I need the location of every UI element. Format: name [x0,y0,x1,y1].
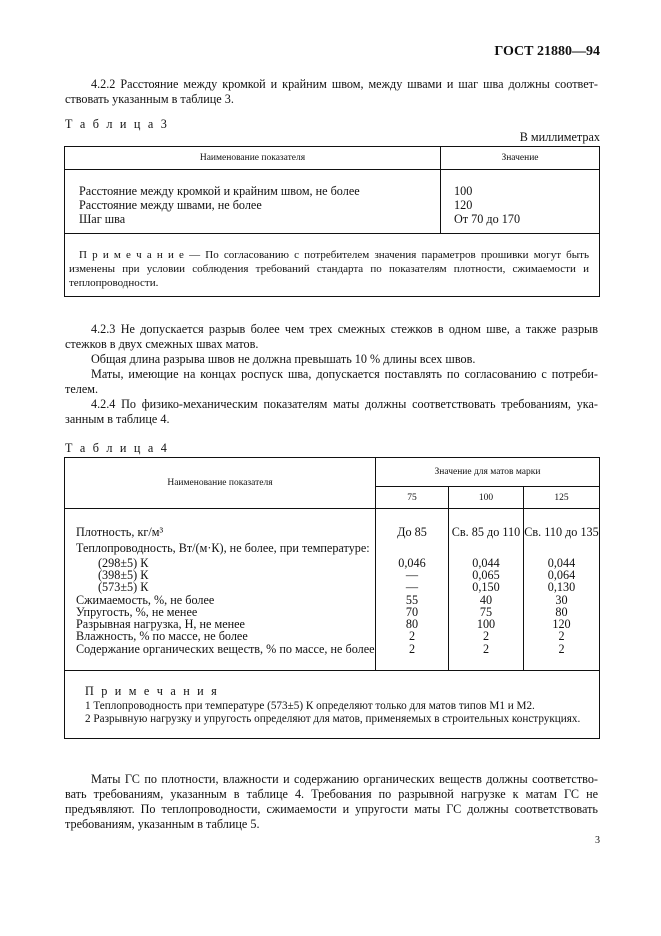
table-4-cell: 2 [408,642,416,656]
table-4-row-name: Влажность, % по массе, не более [76,629,248,643]
table-4-row-name: Теплопроводность, Вт/(м·К), не более, при температуре: [76,541,370,555]
table-4-cell: 80 [555,605,568,619]
table-4-header-name: Наименование показателя [167,478,273,488]
table-4-cell: — [405,580,419,594]
final-paragraph-line: требованиям, указанным в таблице 5. [65,817,260,831]
table-4-caption: Т а б л и ц а 4 [65,441,170,455]
paragraph-4-2-3-line-4: Маты, имеющие на концах роспуск шва, допускается поставлять по согласованию с потреби- [91,367,598,381]
table-4-cell: 0,046 [398,556,426,570]
table-4-row-name: (298±5) К [98,556,149,570]
table-4-grade-100: 100 [478,493,494,503]
table-3-row-name: Расстояние между швами, не более [79,198,262,212]
paragraph-4-2-3-line-2: стежков в двух смежных швах матов. [65,337,259,351]
table-3-unit-note: В миллиметрах [519,130,600,144]
table-4-cell: 2 [408,629,416,643]
table-4-cell: 40 [479,593,493,607]
paragraph-4-2-2-line-2: ствовать указанным в таблице 3. [65,92,234,106]
table-4-grade-125: 125 [554,493,569,503]
table-4-row-name: Сжимаемость, %, не более [76,593,215,607]
table-4-cell: 75 [479,605,493,619]
table-4-cell: 120 [552,617,571,631]
document-code: ГОСТ 21880—94 [494,44,600,59]
table-4-cell: Св. 110 до 135 [524,525,599,539]
table-4-cell: 100 [476,617,496,631]
table-4-row-name: Упругость, %, не менее [76,605,198,619]
table-3-note-line: теплопроводности. [69,277,159,289]
table-4 [64,457,600,739]
table-4-notes-title: П р и м е ч а н и я [85,684,219,698]
table-4-cell: Св. 85 до 110 [451,525,521,539]
table-4-row-name: (573±5) К [98,580,149,594]
table-4-row-name: Разрывная нагрузка, Н, не менее [76,617,245,631]
final-paragraph-line: вать требованиям, указанным в таблице 4. Требования по разрывной нагрузке к матам ГС не [65,787,598,801]
table-4-cell: 55 [405,593,419,607]
paragraph-4-2-4-line-1: 4.2.4 По физико-механическим показателям маты должны соответствовать требованиям, ука- [91,397,598,411]
table-4-cell: 0,065 [472,568,500,582]
final-paragraph-line: предъявляют. По теплопроводности, сжимаемости и упругости маты ГС должны соответствовать [65,802,598,816]
table-4-cell: До 85 [397,525,427,539]
table-4-cell: 0,044 [472,556,500,570]
table-3-row-value: От 70 до 170 [454,212,521,226]
page-number: 3 [595,835,600,846]
table-4-cell: 0,150 [472,580,500,594]
table-4-row-name: Плотность, кг/м³ [76,525,164,539]
paragraph-4-2-3-line-3: Общая длина разрыва швов не должна превышать 10 % длины всех швов. [91,352,476,366]
table-4-cell: 2 [482,629,490,643]
table-4-grade-75: 75 [407,493,417,503]
paragraph-4-2-2-line-1: 4.2.2 Расстояние между кромкой и крайним швом, между швами и шаг шва должны соответ- [91,77,598,91]
table-4-cell: 0,044 [547,556,576,570]
table-3-note-line: изменены при условии соблюдения требований стандарта по показателям плотности, сжимаемости и [69,263,589,275]
table-4-cell: 70 [405,605,419,619]
table-3-row-value: 120 [454,198,473,212]
table-4-cell: 80 [405,617,419,631]
table-4-cell: 2 [558,642,565,656]
table-4-cell: 0,064 [547,568,576,582]
table-3-caption: Т а б л и ц а 3 [65,117,170,131]
table-3 [64,146,600,297]
table-3-row-value: 100 [454,184,473,198]
table-4-note: 1 Теплопроводность при температуре (573±5) К определяют только для матов типов М1 и М2. [85,700,535,712]
paragraph-4-2-4-line-2: занным в таблице 4. [65,412,170,426]
table-4-row-name: Содержание органических веществ, % по массе, не более [76,642,375,656]
table-3-note-line: П р и м е ч а н и е — По согласованию с потребителем значения параметров прошивки могут быть [79,249,589,261]
table-4-cell: 0,130 [547,580,576,594]
table-4-cell: 2 [482,642,490,656]
table-3-header-name: Наименование показателя [199,153,306,163]
table-4-cell: 30 [555,593,568,607]
table-4-cell: 2 [558,629,565,643]
paragraph-4-2-3-line-5: телем. [65,382,98,396]
table-3-header-value: Значение [501,153,539,163]
table-3-row-name: Шаг шва [79,212,126,226]
table-3-row-name: Расстояние между кромкой и крайним швом, не более [79,184,360,198]
paragraph-4-2-3-line-1: 4.2.3 Не допускается разрыв более чем трех смежных стежков в одном шве, а также разрыв [91,322,598,336]
table-4-note: 2 Разрывную нагрузку и упругость определяют для матов, применяемых в строительных конструкциях. [85,713,581,725]
table-4-cell: — [405,568,419,582]
final-paragraph-line: Маты ГС по плотности, влажности и содержанию органических веществ должны соответство- [91,772,598,786]
table-4-row-name: (398±5) К [98,568,149,582]
table-4-header-value: Значение для матов марки [434,467,541,477]
